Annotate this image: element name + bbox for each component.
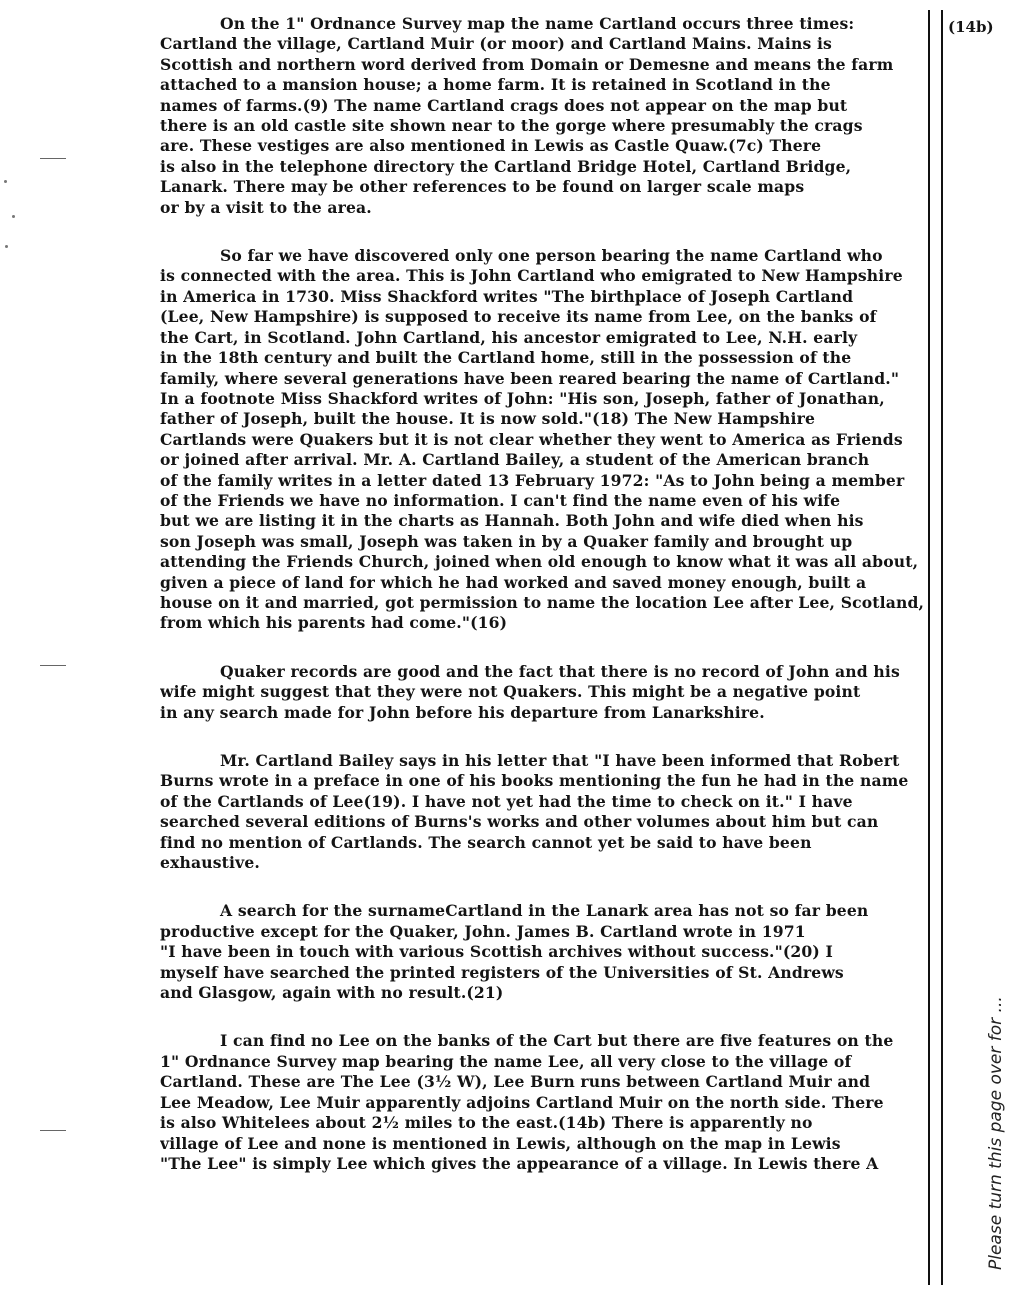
top-edge-fragment — [560, 0, 600, 4]
text-line: are. These vestiges are also mentioned in Lewis as Castle Quaw.(7c) There — [160, 136, 822, 156]
text-line: myself have searched the printed registers of the Universities of St. Andrews — [160, 962, 844, 982]
scan-speck — [5, 245, 8, 248]
text-line: village of Lee and none is mentioned in Lewis, although on the map in Lewis — [160, 1133, 841, 1153]
text-line: is also Whitelees about 2½ miles to the east.(14b) There is apparently no — [160, 1113, 813, 1133]
text-line: father of Joseph, built the house. It is now sold."(18) The New Hampshire — [160, 409, 816, 429]
text-line: find no mention of Cartlands. The search cannot yet be said to have been — [160, 832, 812, 852]
text-line: attending the Friends Church, joined when old enough to know what it was all about, — [160, 552, 919, 572]
text-line: given a piece of land for which he had worked and saved money enough, built a — [160, 572, 867, 592]
text-line: wife might suggest that they were not Quakers. This might be a negative point — [160, 682, 861, 702]
text-line: house on it and married, got permission to name the location Lee after Lee, Scotland, — [160, 592, 925, 612]
text-line: in any search made for John before his departure from Lanarkshire. — [160, 702, 765, 722]
text-line: I can find no Lee on the banks of the Cart but there are five features on the — [220, 1031, 894, 1051]
text-line: 1" Ordnance Survey map bearing the name Lee, all very close to the village of — [160, 1051, 852, 1071]
text-line: On the 1" Ordnance Survey map the name Cartland occurs three times: — [220, 14, 855, 33]
document-body — [160, 14, 950, 1174]
text-line: of the family writes in a letter dated 13 February 1972: "As to John being a member — [160, 470, 905, 490]
paragraph — [160, 901, 950, 1003]
text-line: (Lee, New Hampshire) is supposed to receive its name from Lee, on the banks of — [160, 307, 877, 327]
margin-tick — [40, 665, 66, 666]
margin-tick — [40, 158, 66, 159]
text-line: of the Cartlands of Lee(19). I have not yet had the time to check on it." I have — [160, 791, 853, 811]
paragraph-gap — [160, 634, 950, 662]
text-line: Scottish and northern word derived from Domain or Demesne and means the farm — [160, 54, 894, 74]
text-line: exhaustive. — [160, 853, 260, 873]
paragraph-gap — [160, 723, 950, 751]
text-line: Lanark. There may be other references to be found on larger scale maps — [160, 177, 805, 197]
text-line: from which his parents had come."(16) — [160, 613, 508, 633]
text-line: Cartland. These are The Lee (3½ W), Lee Burn runs between Cartland Muir and — [160, 1072, 871, 1092]
text-line: but we are listing it in the charts as Hannah. Both John and wife died when his — [160, 511, 864, 531]
text-line: productive except for the Quaker, John. James B. Cartland wrote in 1971 — [160, 921, 806, 941]
text-line: Quaker records are good and the fact that there is no record of John and his — [220, 661, 900, 681]
margin-rule — [928, 10, 930, 1285]
text-line: the Cart, in Scotland. John Cartland, his ancestor emigrated to Lee, N.H. early — [160, 327, 858, 347]
text-line: In a footnote Miss Shackford writes of John: "His son, Joseph, father of Jonathan, — [160, 388, 885, 408]
paragraph — [160, 1031, 950, 1174]
text-line: Cartlands were Quakers but it is not clear whether they went to America as Friends — [160, 429, 903, 449]
scan-speck — [12, 215, 15, 218]
text-line: son Joseph was small, Joseph was taken in by a Quaker family and brought up — [160, 531, 853, 551]
text-line: So far we have discovered only one person bearing the name Cartland who — [220, 246, 883, 266]
paragraph — [160, 246, 950, 634]
paragraph — [160, 751, 950, 873]
text-line: is connected with the area. This is John Cartland who emigrated to New Hampshire — [160, 266, 903, 286]
text-line: Lee Meadow, Lee Muir apparently adjoins Cartland Muir on the north side. There — [160, 1092, 884, 1112]
text-line: in the 18th century and built the Cartland home, still in the possession of the — [160, 348, 852, 368]
text-line: Burns wrote in a preface in one of his books mentioning the fun he had in the name — [160, 771, 909, 791]
text-line: of the Friends we have no information. I can't find the name even of his wife — [160, 490, 841, 510]
text-line: or joined after arrival. Mr. A. Cartland Bailey, a student of the American branch — [160, 450, 870, 470]
margin-tick — [40, 1130, 66, 1131]
text-line: in America in 1730. Miss Shackford writes "The birthplace of Joseph Cartland — [160, 286, 854, 306]
paragraph — [160, 14, 950, 218]
scan-speck — [4, 180, 7, 183]
text-line: and Glasgow, again with no result.(21) — [160, 983, 504, 1003]
text-line: or by a visit to the area. — [160, 197, 372, 217]
text-line: names of farms.(9) The name Cartland crags does not appear on the map but — [160, 95, 848, 115]
margin-reference-note: (14b) — [948, 18, 994, 36]
text-line: searched several editions of Burns's works and other volumes about him but can — [160, 812, 879, 832]
text-line: is also in the telephone directory the Cartland Bridge Hotel, Cartland Bridge, — [160, 156, 852, 176]
text-line: family, where several generations have been reared bearing the name of Cartland." — [160, 368, 900, 388]
margin-rule — [941, 10, 943, 1285]
text-line: Mr. Cartland Bailey says in his letter that "I have been informed that Robert — [220, 751, 900, 770]
text-line: "The Lee" is simply Lee which gives the appearance of a village. In Lewis there A — [160, 1153, 879, 1173]
paragraph-gap — [160, 1003, 950, 1031]
text-line: A search for the surnameCartland in the Lanark area has not so far been — [220, 901, 869, 921]
paragraph-gap — [160, 218, 950, 246]
text-line: Cartland the village, Cartland Muir (or moor) and Cartland Mains. Mains is — [160, 34, 832, 54]
text-line: attached to a mansion house; a home farm. It is retained in Scotland in the — [160, 75, 831, 95]
paragraph-gap — [160, 873, 950, 901]
text-line: there is an old castle site shown near to the gorge where presumably the crags — [160, 116, 863, 136]
text-line: "I have been in touch with various Scottish archives without success."(20) I — [160, 942, 833, 962]
handwritten-margin-note: Please turn this page over for ... — [986, 996, 1006, 1270]
paragraph — [160, 662, 950, 723]
